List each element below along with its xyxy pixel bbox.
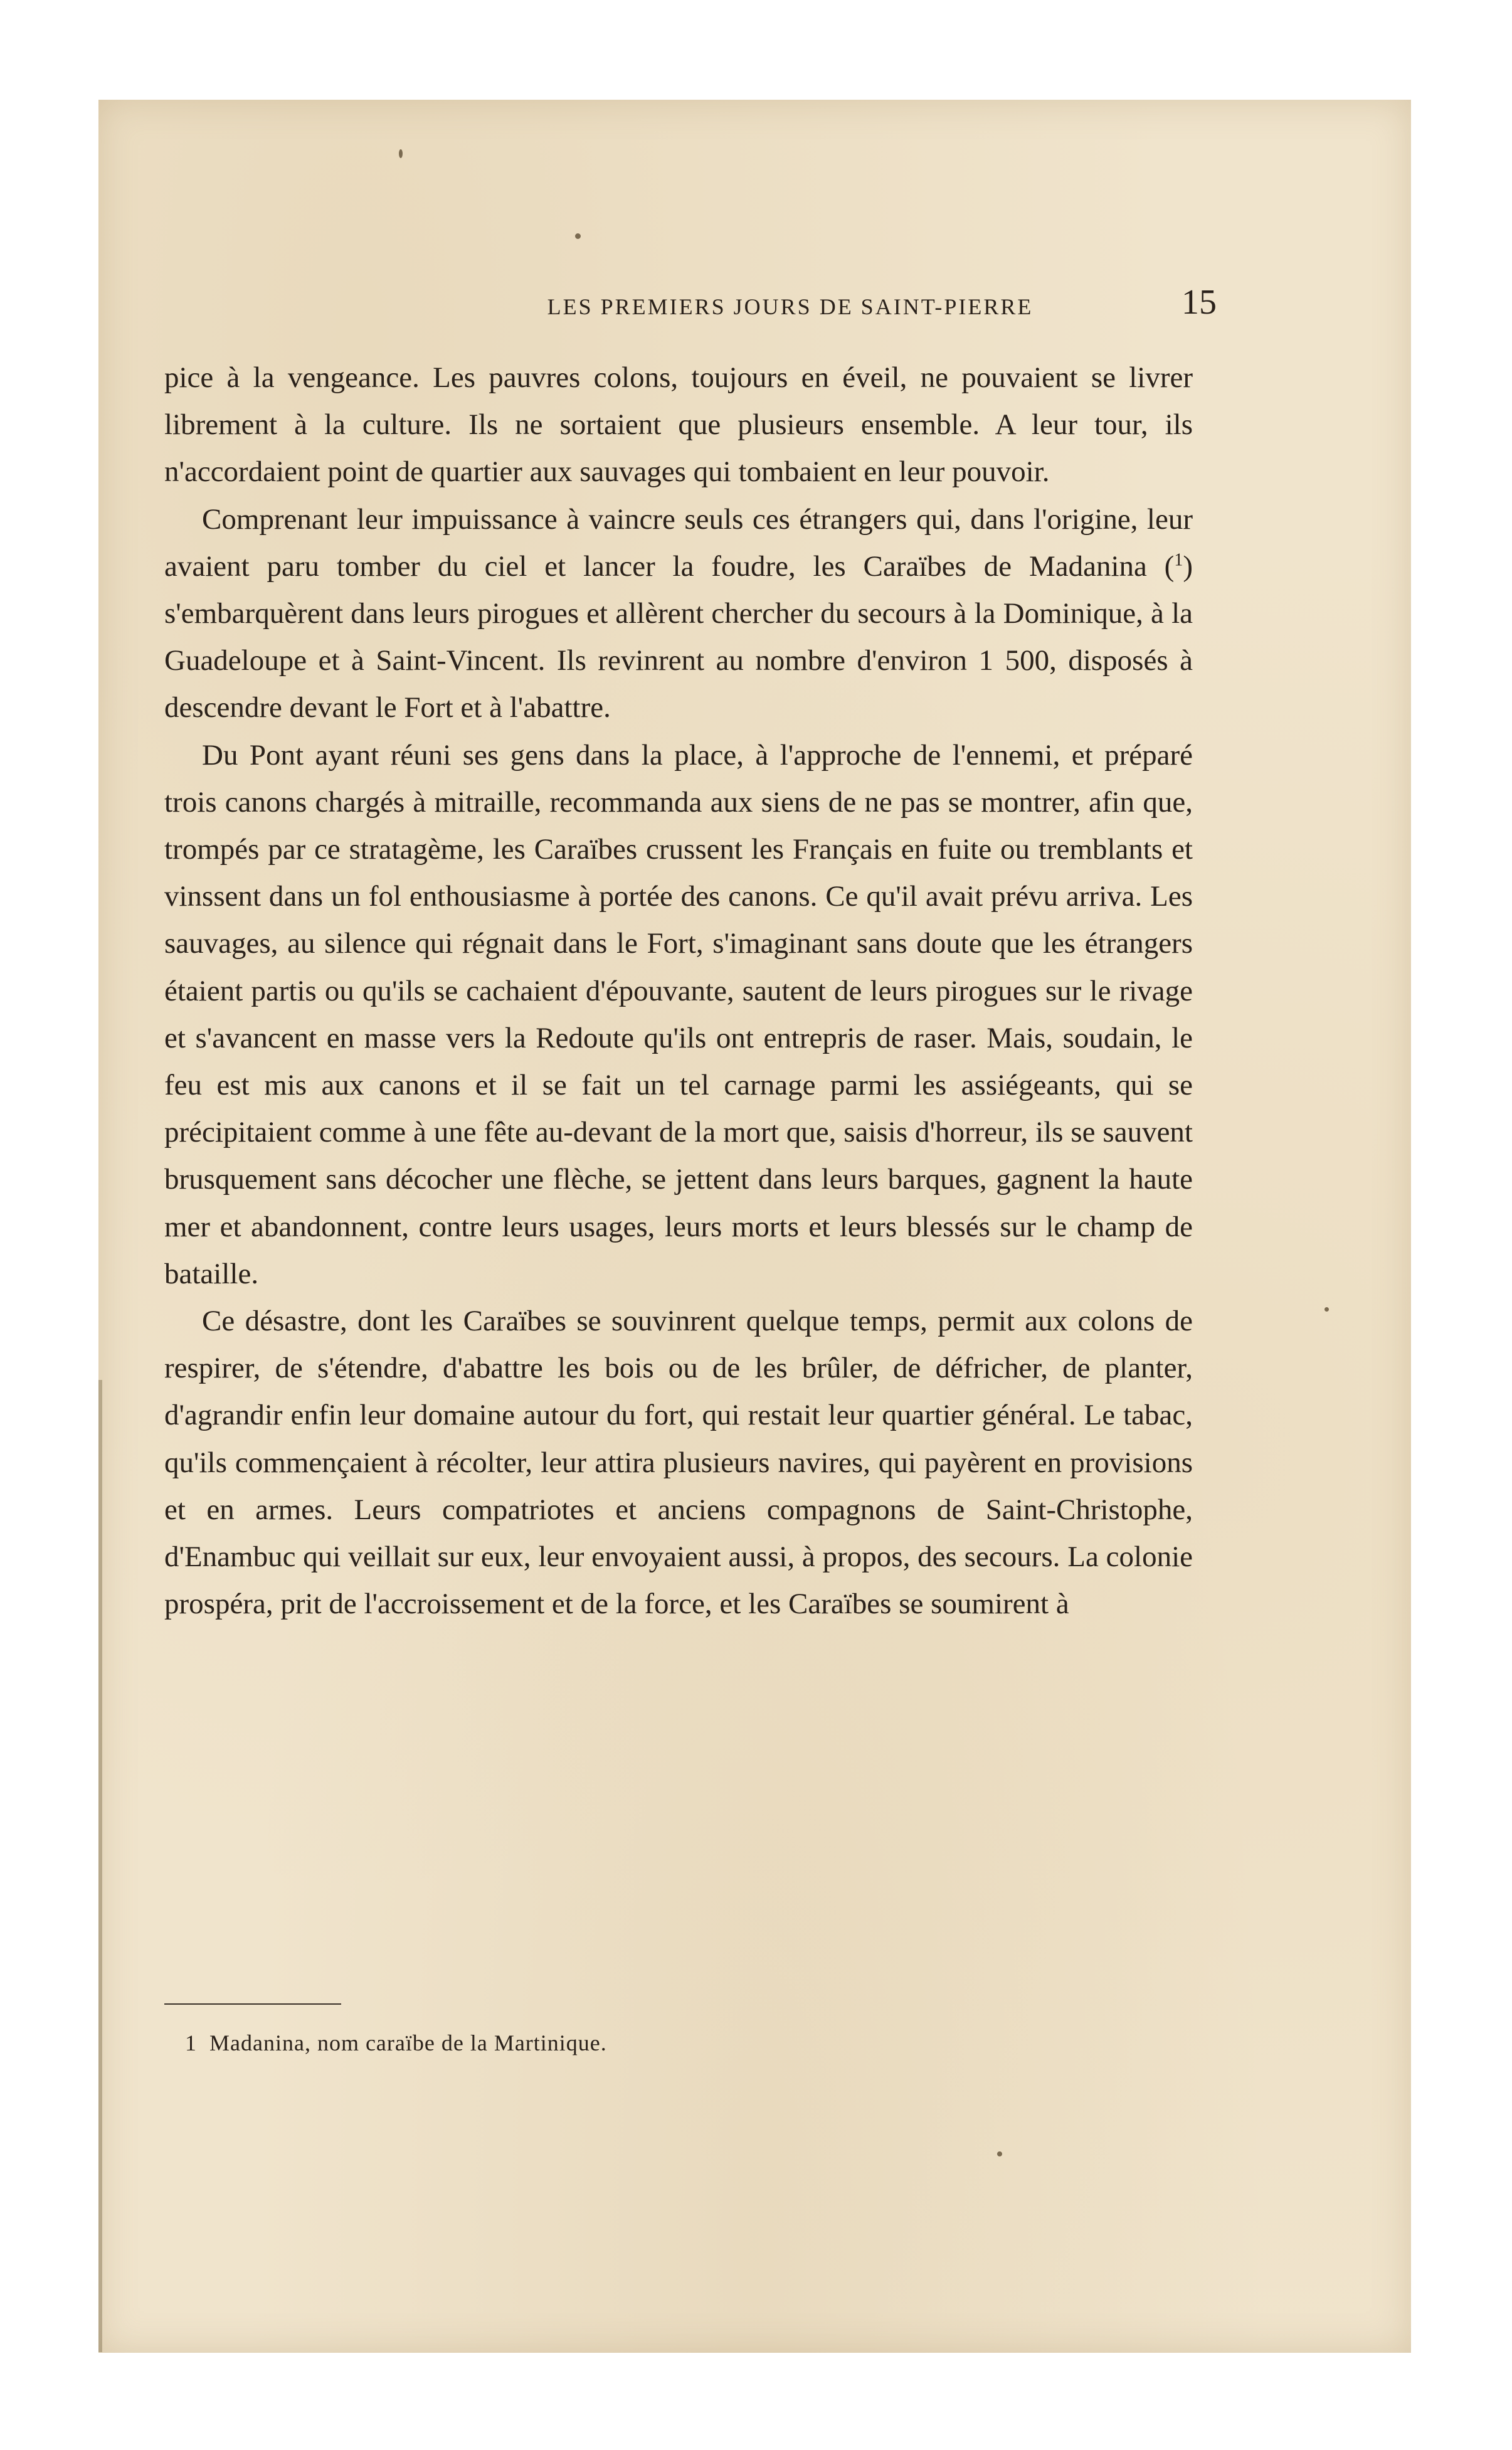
paragraph-3: Du Pont ayant réuni ses gens dans la place, à l'approche de l'ennemi, et préparé trois canons chargés à mitraille, recommanda aux siens de ne pas se montrer, afin que, trompés par ce stratagème, les Caraïbes crussent les Français en fuite ou tremblants et vinssent dans un fol enthousiasme à portée des canons. Ce qu'il avait prévu arriva. Les sauvages, au silence qui régnait dans le Fort, s'imaginant sans doute que les étrangers étaient partis ou qu'ils se cachaient d'épouvante, sautent de leurs pirogues sur le rivage et s'avancent en masse vers la Redoute qu'ils ont entrepris de raser. Mais, soudain, le feu est mis aux canons et il se fait un tel carnage parmi les assiégeants, qui se précipitaient comme à une fête au-devant de la mort que, saisis d'horreur, ils se sauvent brusquement sans décocher une flèche, se jettent dans leurs barques, gagnent la haute mer et abandonnent, contre leurs usages, leurs morts et leurs blessés sur le champ de bataille. bbox=[164, 738, 1193, 1290]
paper-speck bbox=[997, 2151, 1002, 2156]
footnote bbox=[185, 2030, 1126, 2056]
paragraph-1: pice à la vengeance. Les pauvres colons, toujours en éveil, ne pouvaient se livrer librement à la culture. Ils ne sortaient que plusieurs ensemble. A leur tour, ils n'accordaient point de quartier aux sauvages qui tombaient en leur pouvoir. bbox=[164, 361, 1193, 489]
body-text bbox=[164, 354, 1193, 1628]
footnote-text: Madanina, nom caraïbe de la Martinique. bbox=[209, 2030, 607, 2055]
paragraph-2-text-before: Comprenant leur impuissance à vaincre seuls ces étrangers qui, dans l'origine, leur avaient paru tomber du ciel et lancer la foudre, les Caraïbes de Madanina ( bbox=[164, 502, 1193, 583]
footnote-reference: 1 bbox=[1174, 550, 1183, 570]
footnote-divider bbox=[164, 2003, 341, 2005]
paragraph-4: Ce désastre, dont les Caraïbes se souvinrent quelque temps, permit aux colons de respirer, de s'étendre, d'abattre les bois ou de les brûler, de défricher, de planter, d'agrandir enfin leur domaine autour du fort, qui restait leur quartier général. Le tabac, qu'ils commençaient à récolter, leur attira plusieurs navires, qui payèrent en provisions et en armes. Leurs compatriotes et anciens compagnons de Saint-Christophe, d'Enambuc qui veillait sur eux, leur envoyaient aussi, à propos, des secours. La colonie prospéra, prit de l'accroissement et de la force, et les Caraïbes se soumirent à bbox=[164, 1305, 1193, 1621]
footnote-number: 1 bbox=[185, 2030, 197, 2055]
page-number: 15 bbox=[1182, 283, 1217, 322]
paper-speck bbox=[399, 149, 403, 158]
page-edge-shadow bbox=[98, 1380, 102, 2352]
running-header: LES PREMIERS JOURS DE SAINT-PIERRE bbox=[547, 294, 1034, 319]
paragraph-2-text-after: ) s'embarquèrent dans leurs pirogues et allèrent chercher du secours à la Dominique, à la Guadeloupe et à Saint-Vincent. Ils revinrent au nombre d'environ 1 500, disposés à descendre devant le Fort et à l'abattre. bbox=[164, 549, 1193, 724]
paragraph-2 bbox=[164, 496, 1193, 732]
paper-speck bbox=[575, 233, 581, 239]
paper-speck bbox=[1324, 1307, 1329, 1312]
